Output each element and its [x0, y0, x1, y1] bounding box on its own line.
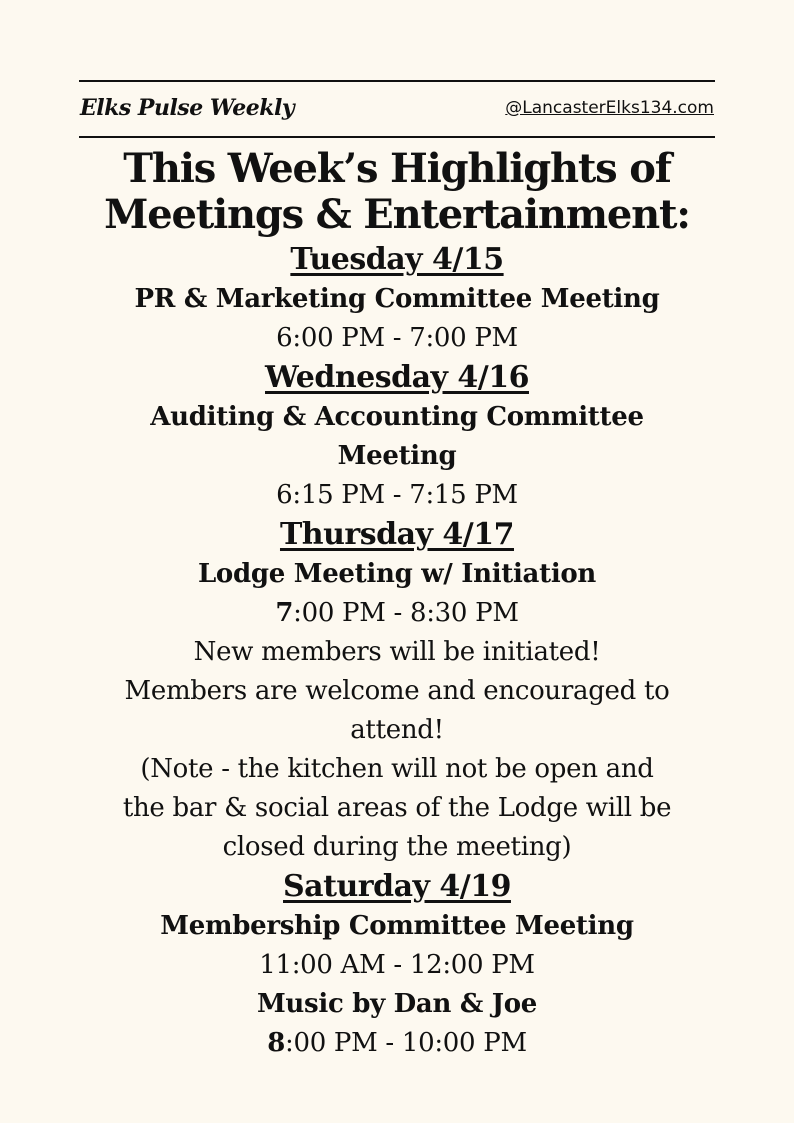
time-hour: 8: [267, 1028, 286, 1058]
event-time: [70, 1024, 724, 1063]
event-time: 6:15 PM - 7:15 PM: [276, 480, 518, 510]
event-time: 11:00 AM - 12:00 PM: [259, 950, 535, 980]
event-title: Auditing & Accounting Committee: [150, 402, 644, 432]
event-title: Membership Committee Meeting: [160, 911, 634, 941]
day-heading-saturday: Saturday 4/19: [283, 869, 511, 904]
event-note: attend!: [350, 715, 444, 745]
page-title: [70, 146, 724, 238]
event-note: New members will be initiated!: [193, 637, 601, 667]
event-note: Members are welcome and encouraged to: [124, 676, 670, 706]
website-link[interactable]: @LancasterElks134.com: [505, 98, 714, 118]
bottom-rule: [79, 136, 715, 138]
day-heading-tuesday: Tuesday 4/15: [290, 242, 504, 277]
event-title: Lodge Meeting w/ Initiation: [197, 559, 597, 589]
masthead-logo: Elks Pulse Weekly: [80, 95, 295, 121]
page-title-line: This Week’s Highlights of: [123, 145, 671, 192]
event-title: Music by Dan & Joe: [256, 989, 538, 1019]
event-time: 6:00 PM - 7:00 PM: [276, 323, 518, 353]
time-rest: :00 PM - 10:00 PM: [285, 1028, 527, 1058]
top-rule: [79, 80, 715, 82]
event-time: [70, 594, 724, 633]
page-title-line: Meetings & Entertainment:: [104, 191, 690, 238]
event-note: the bar & social areas of the Lodge will be: [122, 793, 672, 823]
event-title: Meeting: [337, 441, 457, 471]
highlights-content: [70, 146, 724, 1063]
event-note: (Note - the kitchen will not be open and: [140, 754, 654, 784]
event-note: closed during the meeting): [222, 832, 572, 862]
day-heading-wednesday: Wednesday 4/16: [265, 360, 529, 395]
day-heading-thursday: Thursday 4/17: [279, 517, 514, 552]
event-title: PR & Marketing Committee Meeting: [134, 284, 660, 314]
time-hour: 7: [275, 598, 294, 628]
time-rest: :00 PM - 8:30 PM: [293, 598, 519, 628]
